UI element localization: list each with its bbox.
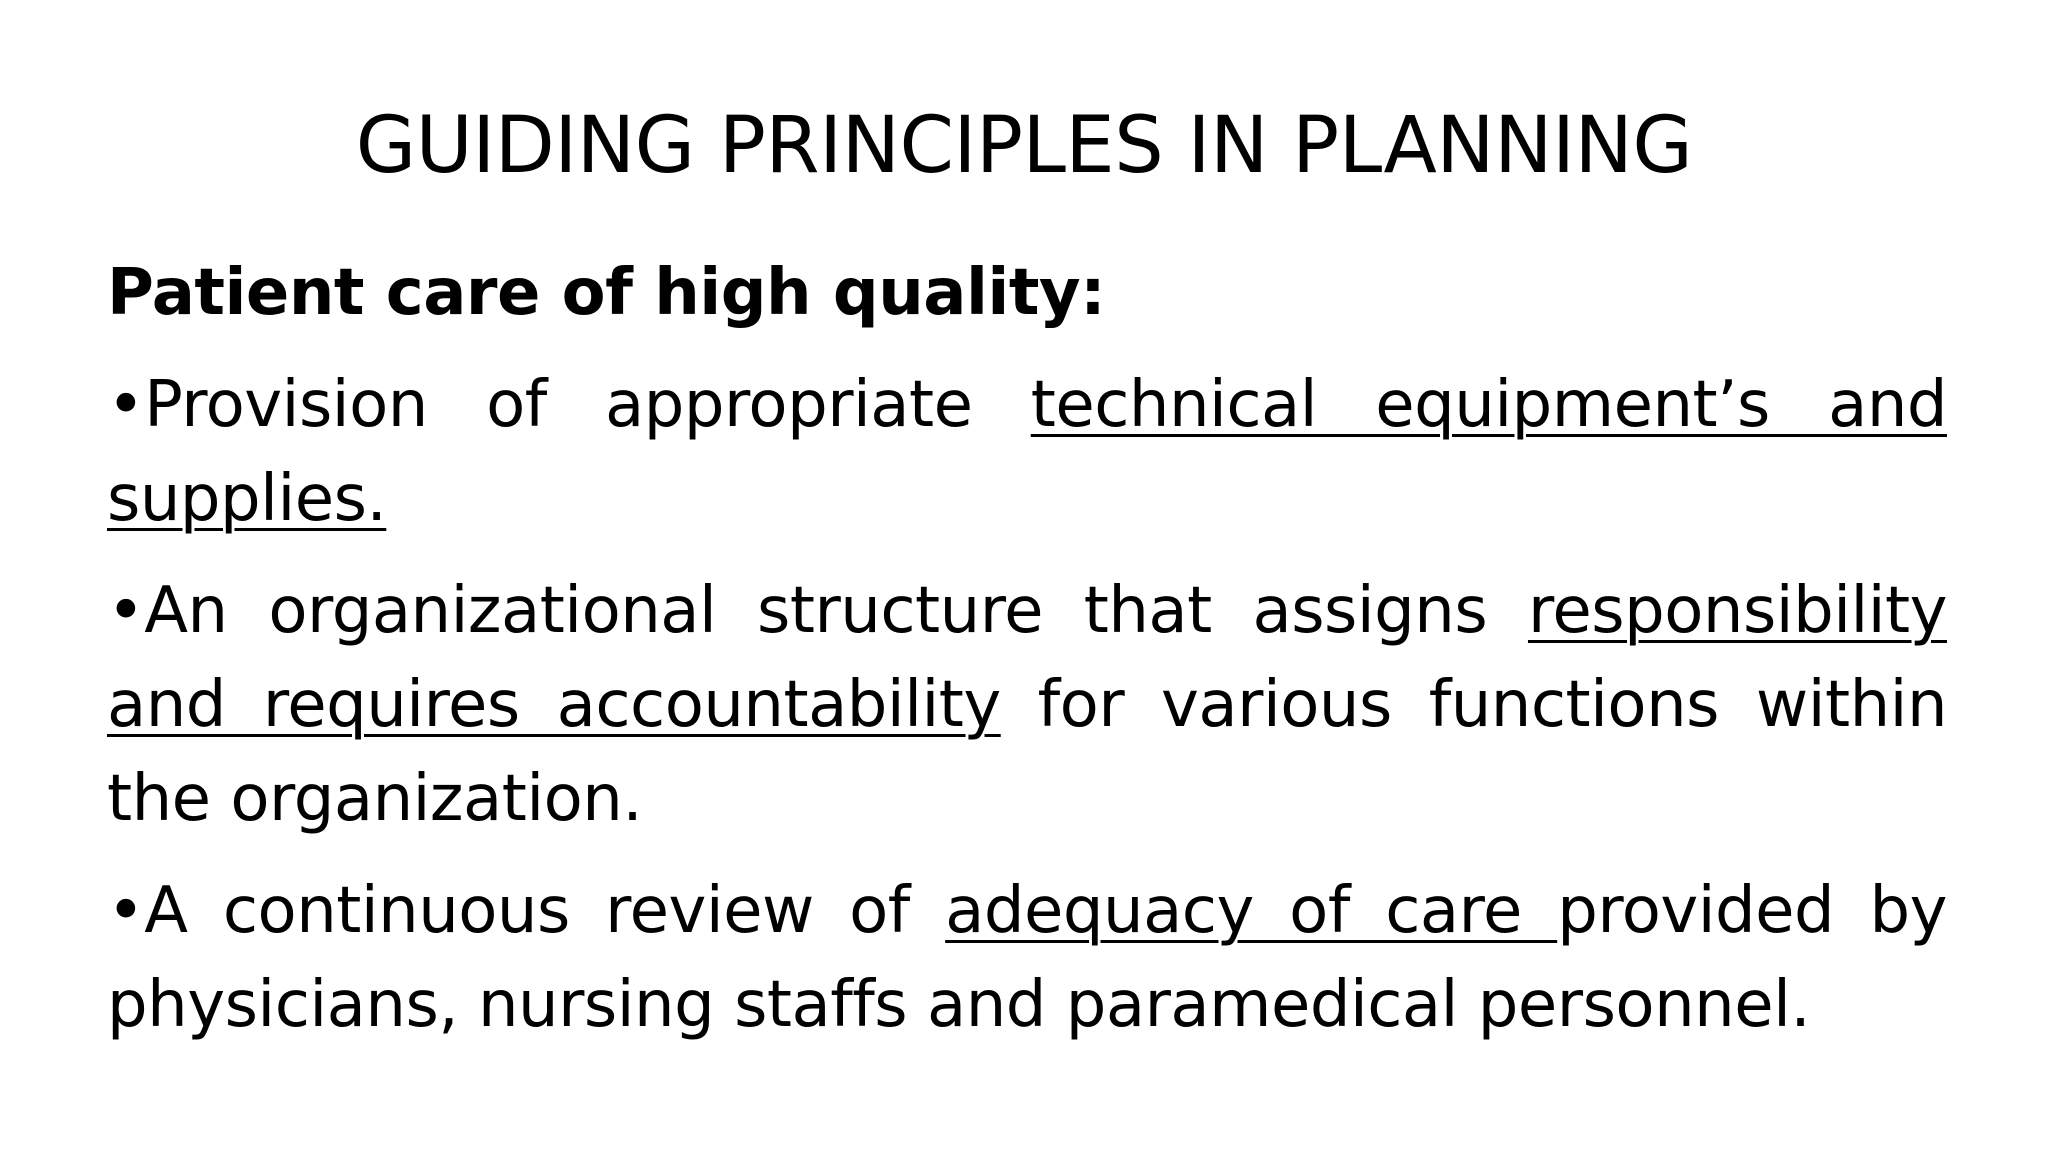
bullet-marker: • bbox=[107, 368, 145, 442]
bullet-item-structure bbox=[107, 564, 1947, 846]
section-heading: Patient care of high quality: bbox=[107, 256, 1106, 330]
bullet-text: An organizational structure that assigns bbox=[144, 574, 1528, 648]
bullet-text: Provision of appropriate bbox=[144, 368, 1031, 442]
bullet-marker: • bbox=[107, 574, 145, 648]
slide-title: GUIDING PRINCIPLES IN PLANNING bbox=[355, 101, 1693, 191]
slide-body bbox=[107, 246, 1947, 1070]
underlined-text: technical equipment’s and supplies. bbox=[107, 368, 1947, 536]
bullet-text: A continuous review of bbox=[144, 874, 946, 948]
bullet-text: for various functions within the organization. bbox=[107, 668, 1947, 836]
bullet-text: provided by physicians, nursing staffs and paramedical personnel. bbox=[107, 874, 1947, 1042]
bullet-item-equipment bbox=[107, 358, 1947, 546]
bullet-marker: • bbox=[107, 874, 145, 948]
underlined-text: adequacy of care bbox=[945, 874, 1558, 948]
underlined-text: responsibility and requires accountability bbox=[107, 574, 1947, 742]
bullet-item-review bbox=[107, 864, 1947, 1052]
